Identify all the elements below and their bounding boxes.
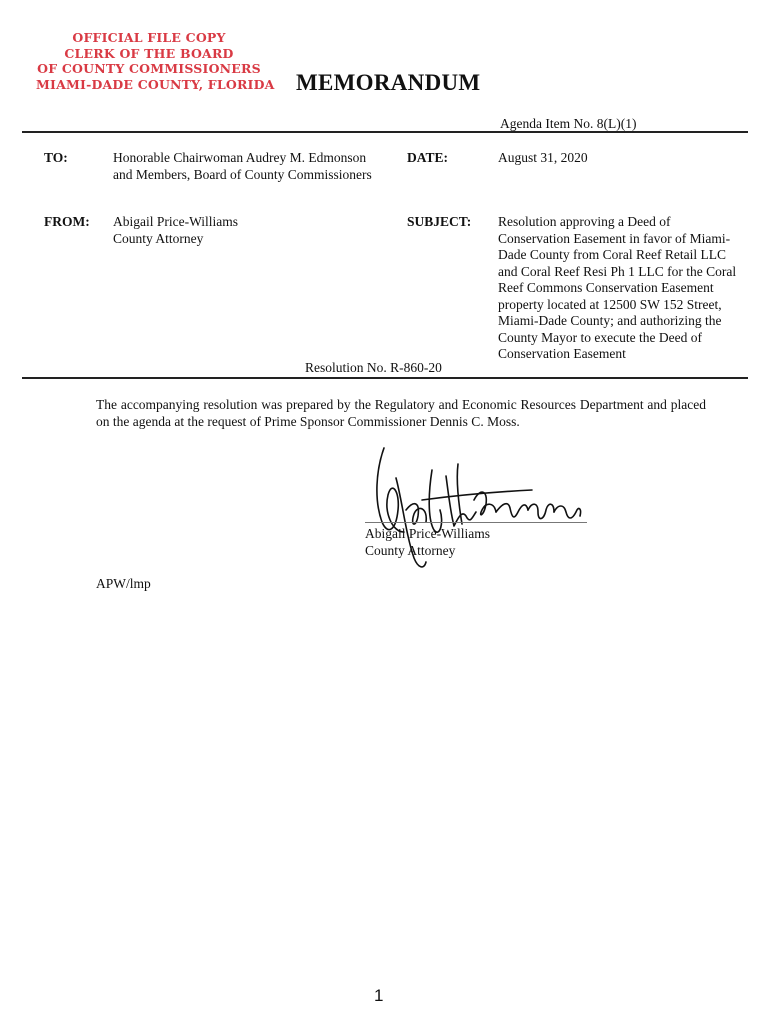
- from-label: FROM:: [44, 214, 90, 229]
- subject-line: Conservation Easement in favor of Miami-: [498, 230, 731, 246]
- stamp-line: CLERK OF THE BOARD: [64, 45, 234, 61]
- official-file-copy-stamp: [36, 30, 275, 92]
- from-sender: [113, 214, 238, 247]
- to-recipient: [113, 150, 372, 183]
- date-value: August 31, 2020: [498, 150, 588, 165]
- subject-line: Dade County from Coral Reef Retail LLC: [498, 247, 726, 262]
- date-label: DATE:: [407, 150, 449, 165]
- to-label: TO:: [44, 150, 68, 165]
- resolution-number: Resolution No. R-860-20: [305, 360, 442, 375]
- subject-line: Miami-Dade County; and authorizing the: [498, 313, 722, 328]
- subject-text: [498, 214, 748, 363]
- signatory: [365, 526, 490, 559]
- from-line: County Attorney: [113, 230, 204, 246]
- signatory-name: Abigail Price-Williams: [365, 526, 491, 541]
- stamp-line: OF COUNTY COMMISSIONERS: [37, 61, 261, 76]
- from-line: Abigail Price-Williams: [113, 214, 239, 229]
- subject-line: Reef Commons Conservation Easement: [498, 280, 714, 295]
- memo-title: MEMORANDUM: [296, 70, 481, 95]
- subject-line: County Mayor to execute the Deed of: [498, 329, 702, 345]
- subject-line: Resolution approving a Deed of: [498, 214, 671, 229]
- subject-label: SUBJECT:: [407, 214, 472, 229]
- header-divider: [22, 131, 748, 133]
- signature-line: [365, 522, 587, 523]
- to-line: Honorable Chairwoman Audrey M. Edmonson: [113, 150, 367, 165]
- signatory-title: County Attorney: [365, 542, 456, 558]
- subject-line: property located at 12500 SW 152 Street,: [498, 296, 722, 312]
- to-line: and Members, Board of County Commissioners: [113, 166, 372, 182]
- body-divider: [22, 377, 748, 379]
- page-number: 1: [374, 986, 384, 1005]
- stamp-line: MIAMI-DADE COUNTY, FLORIDA: [36, 76, 275, 92]
- subject-line: Conservation Easement: [498, 346, 626, 361]
- stamp-line: OFFICIAL FILE COPY: [72, 30, 226, 45]
- agenda-item-number: Agenda Item No. 8(L)(1): [500, 116, 637, 131]
- subject-line: and Coral Reef Resi Ph 1 LLC for the Coral: [498, 263, 737, 279]
- typist-initials: APW/lmp: [96, 576, 151, 591]
- body-paragraph: The accompanying resolution was prepared by the Regulatory and Economic Resources Department and placed on the agenda at the request of Prime Sponsor Commissioner Dennis C. Moss.: [96, 397, 706, 429]
